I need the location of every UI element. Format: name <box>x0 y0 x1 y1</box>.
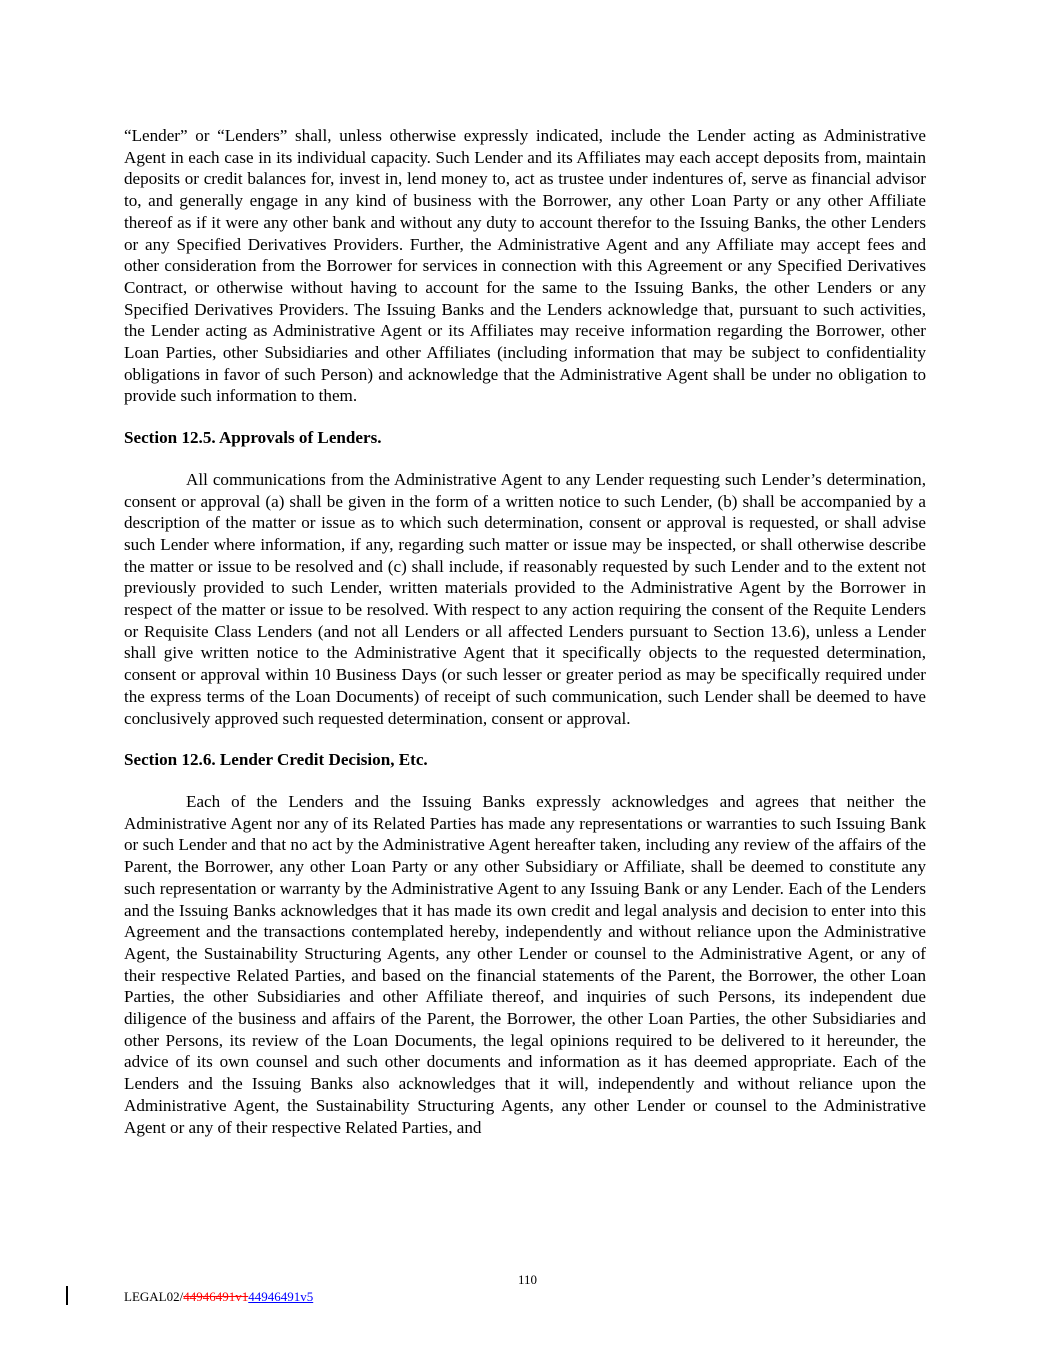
section-12-5-body: All communications from the Administrative Agent to any Lender requesting such Lender’s determination, consent or approval (a) shall be given in the form of a written notice to such Lender, (b) shall be accompanied by a description of the matter or issue as to which such determination, consent or approval is requested, or shall advise such Lender where information, if any, regarding such matter or issue may be inspected, or shall otherwise describe the matter or issue to be resolved and (c) shall include, if reasonably requested by such Lender and to the extent not previously provided to such Lender, written materials provided to the Administrative Agent by the Borrower in respect of the matter or issue to be resolved. With respect to any action requiring the consent of the Requite Lenders or Requisite Class Lenders (and not all Lenders or all affected Lenders pursuant to Section 13.6), unless a Lender shall give written notice to the Administrative Agent that it specifically objects to the requested determination, consent or approval within 10 Business Days (or such lesser or greater period as may be specifically required under the express terms of the Loan Documents) of receipt of such communication, such Lender shall be deemed to have conclusively approved such requested determination, consent or approval. <box>124 469 926 728</box>
change-bar-marker <box>66 1286 68 1305</box>
section-12-6-heading: Section 12.6. Lender Credit Decision, Etc. <box>124 750 428 770</box>
inserted-doc-id: 44946491v5 <box>248 1289 314 1304</box>
document-body <box>124 125 926 1138</box>
paragraph-lender-affiliates: “Lender” or “Lenders” shall, unless otherwise expressly indicated, include the Lender acting as Administrative Agent in each case in its individual capacity. Such Lender and its Affiliates may each accept deposits from, maintain deposits or credit balances for, invest in, lend money to, act as trustee under indentures of, serve as financial advisor to, and generally engage in any kind of business with the Borrower, any other Loan Party or any other Affiliate thereof as if it were any other bank and without any duty to account therefor to the Issuing Banks, the other Lenders or any Specified Derivatives Providers. Further, the Administrative Agent and any Affiliate may accept fees and other consideration from the Borrower for services in connection with this Agreement or any Specified Derivatives Contract, or otherwise without having to account for the same to the Issuing Banks, the other Lenders or any Specified Derivatives Providers. The Issuing Banks and the Lenders acknowledge that, pursuant to such activities, the Lender acting as Administrative Agent or its Affiliates may receive information regarding the Borrower, other Loan Parties, other Subsidiaries and other Affiliates (including information that may be subject to confidentiality obligations in favor of such Person) and acknowledge that the Administrative Agent shall be under no obligation to provide such information to them. <box>124 126 926 406</box>
doc-id-prefix: LEGAL02/ <box>124 1289 184 1304</box>
document-id-footer <box>124 1289 313 1305</box>
deleted-doc-id: 44946491v1 <box>183 1289 249 1304</box>
section-12-5-heading: Section 12.5. Approvals of Lenders. <box>124 428 382 448</box>
section-12-6-body: Each of the Lenders and the Issuing Banks expressly acknowledges and agrees that neither the Administrative Agent nor any of its Related Parties has made any representations or warranties to such Issuing Bank or such Lender and that no act by the Administrative Agent hereafter taken, including any review of the affairs of the Parent, the Borrower, any other Loan Party or any other Subsidiary or Affiliate, shall be deemed to constitute any such representation or warranty by the Administrative Agent to any Issuing Bank or any Lender. Each of the Lenders and the Issuing Banks acknowledges that it has made its own credit and legal analysis and decision to enter into this Agreement and the transactions contemplated hereby, independently and without reliance upon the Administrative Agent, the Sustainability Structuring Agents, any other Lender or counsel to the Administrative Agent, or any of their respective Related Parties, and based on the financial statements of the Parent, the Borrower, the other Loan Parties, the other Subsidiaries and other Affiliate thereof, and inquiries of such Persons, its independent due diligence of the business and affairs of the Parent, the Borrower, the other Loan Parties, the other Subsidiaries and other Persons, its review of the Loan Documents, the legal opinions required to be delivered to it hereunder, the advice of its own counsel and such other documents and information as it has deemed appropriate. Each of the Lenders and the Issuing Banks also acknowledges that it will, independently and without reliance upon the Administrative Agent, the Sustainability Structuring Agents, any other Lender or counsel to the Administrative Agent or any of their respective Related Parties, and <box>124 791 926 1137</box>
page-number: 110 <box>517 1272 538 1287</box>
